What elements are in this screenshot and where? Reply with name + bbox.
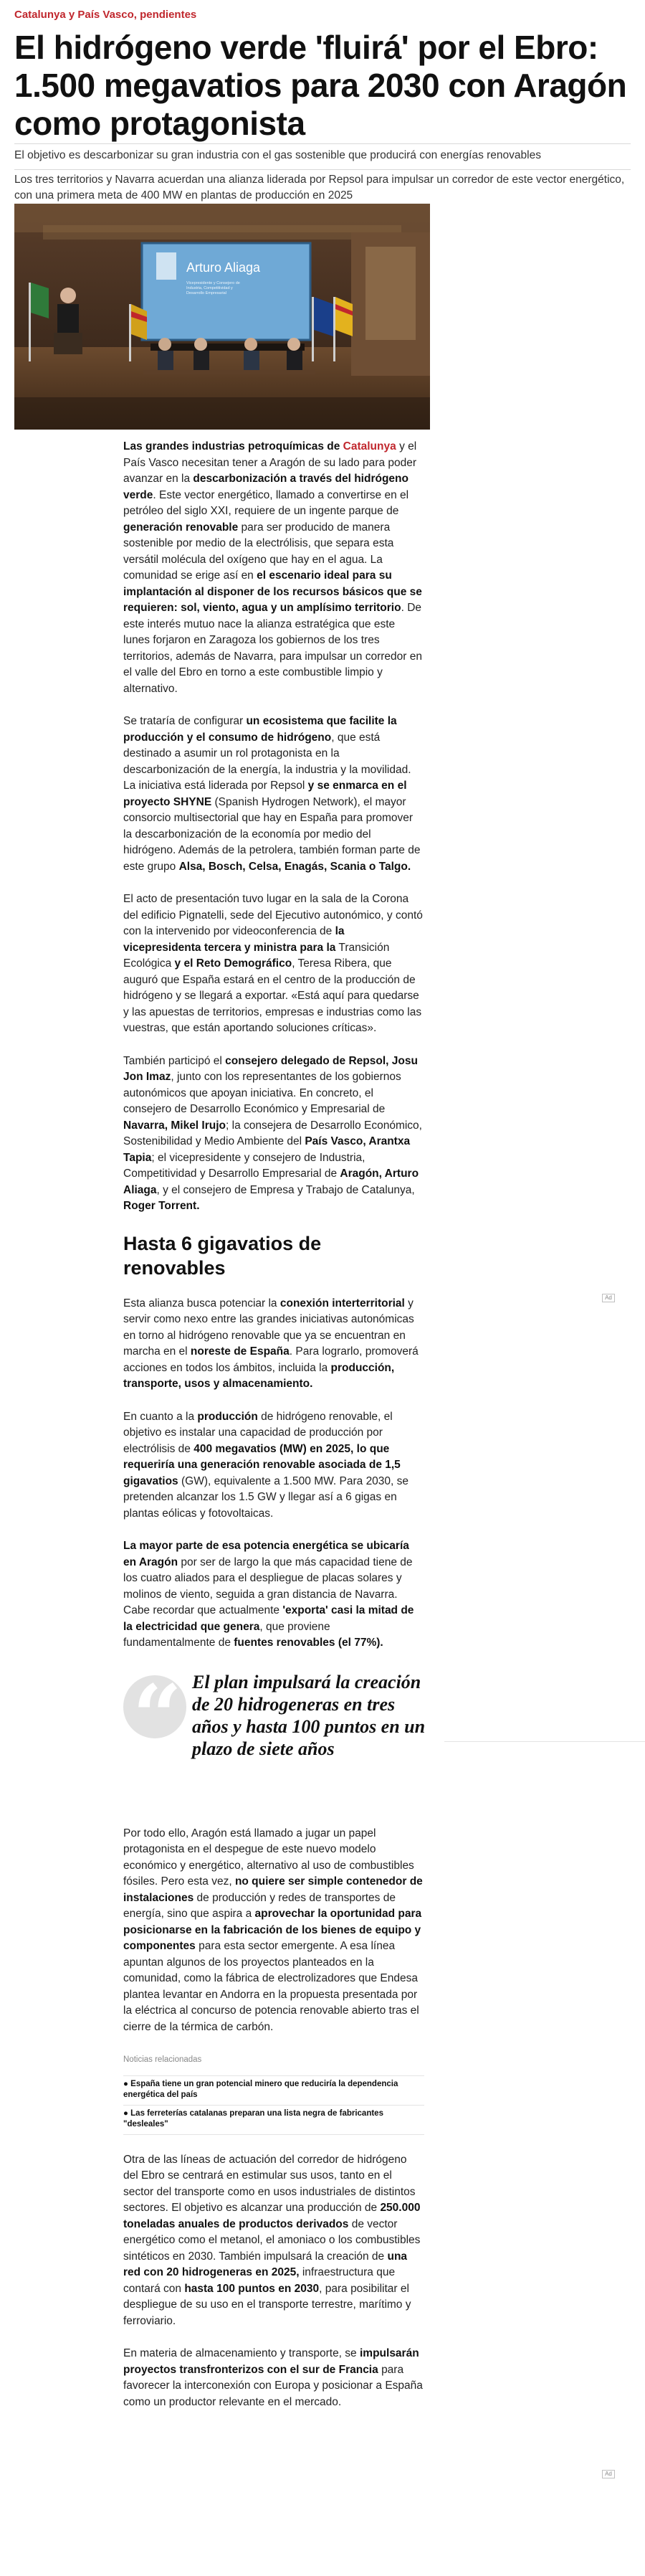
paragraph: También participó el consejero delegado de Repsol, Josu Jon Imaz, junto con los representantes de los gobiernos autonómicos que apoyan iniciativa. En concreto, el consejero de Desarrollo Económico y Empresarial de Navarra, Mikel Irujo; la consejera de Desarrollo Económico, Sostenibilidad y Medio Ambiente del País Vasco, Arantxa Tapia; el vicepresidente y consejero de Industria, Competitividad y Desarrollo Empresarial de Aragón, Arturo Aliaga, y el consejero de Empresa y Trabajo de Catalunya, Roger Torrent. <box>123 1054 422 1212</box>
article-headline: El hidrógeno verde 'fluirá' por el Ebro: 1.500 megavatios para 2030 con Aragón como protagonista <box>14 29 627 142</box>
kicker-link[interactable]: Catalunya y País Vasco, pendientes <box>14 9 197 21</box>
related-news-item[interactable]: ● España tiene un gran potencial minero que reduciría la dependencia energética del país <box>123 2075 424 2105</box>
divider <box>14 169 631 170</box>
divider <box>14 143 631 144</box>
article-lead: Los tres territorios y Navarra acuerdan una alianza liderada por Repsol para impulsar un corredor de este vector energético, con una primera meta de 400 MW en plantas de producción en 2025 <box>14 174 625 202</box>
quote-icon: “ <box>123 1675 186 1738</box>
catalunya-link[interactable]: Catalunya <box>343 440 396 453</box>
ad-badge[interactable]: Ad <box>602 1294 615 1302</box>
section-kicker <box>14 9 196 21</box>
pull-quote <box>123 1665 426 1812</box>
paragraph: Por todo ello, Aragón está llamado a jugar un papel protagonista en el despegue de este nuevo modelo económico y energético, alternativo al uso de combustibles fósiles. Pero esta vez, no quiere ser simple contenedor de instalaciones de producción y redes de transportes de energía, sino que aspira a aprovechar la oportunidad para posicionarse en la fabricación de los bienes de equipo y componentes para esta sector emergente. A esa línea apuntan algunos de los proyectos planteados en la comunidad, como la fábrica de electrolizadores que Endesa plantea levantar en Andorra en la propuesta presentada por la eléctrica al concurso de potencia renovable abierto tras el cierre de la térmica de carbón. <box>123 1827 423 2033</box>
paragraph: Esta alianza busca potenciar la conexión interterritorial y servir como nexo entre las grandes iniciativas autonómicas en torno al hidrógeno renovable que ya se encuentran en marcha en el noreste de España. Para lograrlo, promoverá acciones en todos los ámbitos, incluida la producción, transporte, usos y almacenamiento. <box>123 1297 419 1390</box>
sidebar-divider <box>444 1741 645 1742</box>
pull-quote-text: El plan impulsará la creación de 20 hidrogeneras en tres años y hasta 100 puntos en un plazo de siete años <box>192 1671 426 1759</box>
article-subtitle: El objetivo es descarbonizar su gran industria con el gas sostenible que producirá con energías renovables <box>14 149 541 161</box>
section-heading: Hasta 6 gigavatios de renovables <box>123 1232 322 1279</box>
related-news-title: Noticias relacionadas <box>123 2055 202 2064</box>
article-body <box>123 439 424 2427</box>
paragraph: El acto de presentación tuvo lugar en la sala de la Corona del edificio Pignatelli, sede del Ejecutivo autonómico, y contó con la intervenido por videoconferencia de la vicepresidenta tercera y ministra para la Transición Ecológica y el Reto Demográfico, Teresa Ribera, que auguró que España estará en el centro de la producción de hidrógeno y se llegará a exportar. «Está aquí para quedarse y las apuestas de territorios, empresas e industrias como las vuestras, que están aportando soluciones críticas». <box>123 893 423 1034</box>
hero-photo <box>14 204 430 430</box>
conference-scene <box>14 204 430 430</box>
paragraph: Las grandes industrias petroquímicas de Catalunya y el País Vasco necesitan tener a Aragón de su lado para poder avanzar en la descarbonización a través del hidrógeno verde. Este vector energético, llamado a convertirse en el petróleo del siglo XXI, requiere de un ingente parque de generación renovable para ser producido de manera sostenible por medio de la electrólisis, que separa esta versátil molécula del oxígeno que hay en el agua. La comunidad se erige así en el escenario ideal para su implantación al disponer de los recursos básicos que se requieren: sol, viento, agua y un amplísimo territorio. De este interés mutuo nace la alianza estratégica que este lunes forjaron en Zaragoza los gobiernos de los tres territorios, además de Navarra, para impulsar un corredor en el valle del Ebro en torno a este combustible limpio y alternativo. <box>123 440 422 695</box>
paragraph: En cuanto a la producción de hidrógeno renovable, el objetivo es instalar una capacidad de producción por electrólisis de 400 megavatios (MW) en 2025, lo que requeriría una generación renovable asociada de 1,5 gigavatios (GW), equivalente a 1.500 MW. Para 2030, se pretenden alcanzar los 1.5 GW y llegar así a 6 gigas en plantas eólicas y fotovoltaicas. <box>123 1410 409 1520</box>
paragraph: En materia de almacenamiento y transporte, se impulsarán proyectos transfronterizos con el sur de Francia para favorecer la interconexión con Europa y posicionar a España como un productor relevante en el mercado. <box>123 2347 423 2408</box>
screen-speaker-role: Vicepresidente y Consejero de Industria, Competitividad y Desarrollo Empresarial <box>186 281 240 295</box>
related-news <box>123 2052 424 2135</box>
paragraph: La mayor parte de esa potencia energética se ubicaría en Aragón por ser de largo la que más capacidad tiene de los cuatro aliados para el despliegue de placas solares y molinos de viento, seguida a gran distancia de Navarra. Cabe recordar que actualmente 'exporta' casi la mitad de la electricidad que genera, que proviene fundamentalmente de fuentes renovables (el 77%). <box>123 1540 414 1649</box>
ad-badge[interactable]: Ad <box>602 2470 615 2478</box>
paragraph: Se trataría de configurar un ecosistema que facilite la producción y el consumo de hidrógeno, que está destinado a asumir un rol protagonista en la descarbonización de la energía, la industria y la movilidad. La iniciativa está liderada por Repsol y se enmarca en el proyecto SHYNE (Spanish Hydrogen Network), el mayor consorcio multisectorial que hay en España para promover la descarbonización de la economía por medio del hidrógeno. Además de la petrolera, también forman parte de este grupo Alsa, Bosch, Celsa, Enagás, Scania o Talgo. <box>123 715 421 873</box>
screen-speaker-name: Arturo Aliaga <box>186 260 261 275</box>
related-news-item[interactable]: ● Las ferreterías catalanas preparan una lista negra de fabricantes "desleales" <box>123 2105 424 2135</box>
paragraph: Otra de las líneas de actuación del corredor de hidrógeno del Ebro se centrará en estimular sus usos, tanto en el sector del transporte como en usos industriales de distintos sectores. El objetivo es alcanzar una producción de 250.000 toneladas anuales de productos derivados de vector energético como el metanol, el amoniaco o los combustibles sintéticos en 2030. También impulsará la creación de una red con 20 hidrogeneras en 2025, infraestructura que contará con hasta 100 puntos en 2030, para posibilitar el despliegue de su uso en el transporte terrestre, marítimo y ferroviario. <box>123 2153 421 2327</box>
